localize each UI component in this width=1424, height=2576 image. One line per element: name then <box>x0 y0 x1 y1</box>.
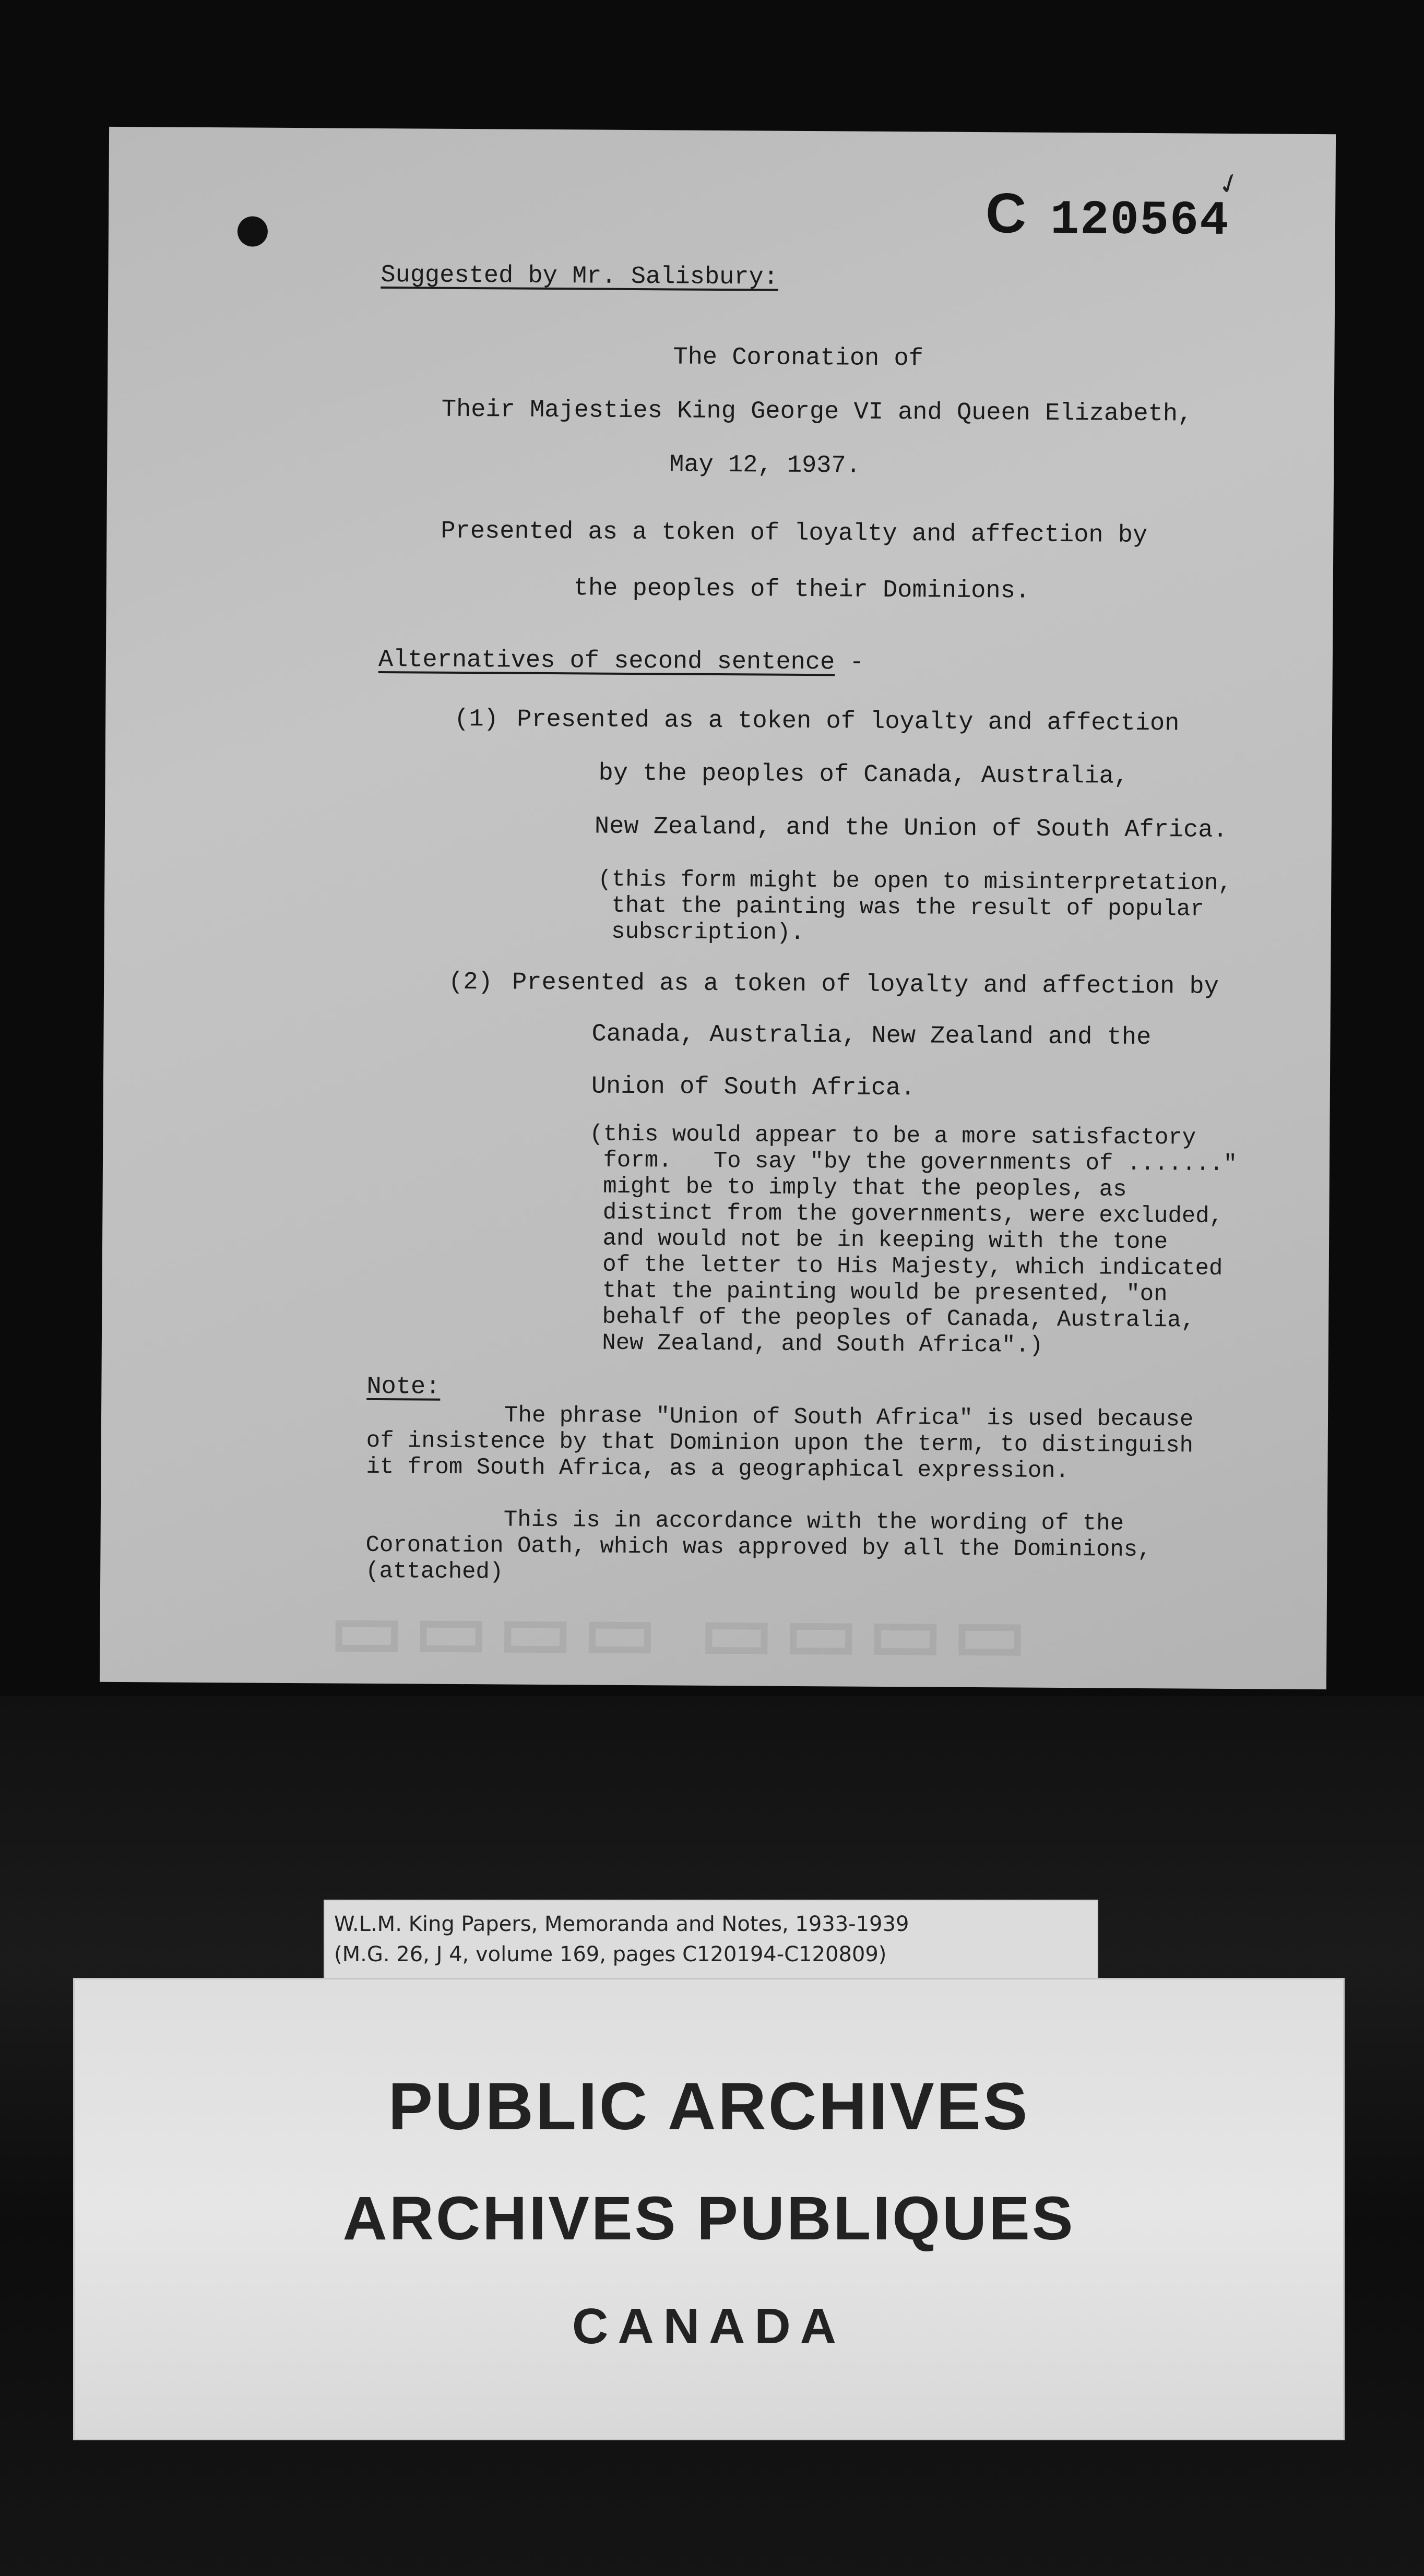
paper-watermark: ▭▭▭▭ ▭▭▭▭ <box>329 1585 1038 1677</box>
alt2-line-2: Canada, Australia, New Zealand and the <box>591 1020 1152 1052</box>
document-number-prefix: C <box>985 181 1028 245</box>
reference-label <box>324 1900 1098 1986</box>
alt2-note-line-7: that the painting would be presented, "on <box>588 1278 1168 1308</box>
alt1-line-2: by the peoples of Canada, Australia, <box>598 759 1129 791</box>
archives-label-line-3: CANADA <box>572 2298 846 2354</box>
note-para2-line-2: Coronation Oath, which was approved by all the Dominions, <box>365 1532 1152 1564</box>
alt1-note <box>598 867 1232 949</box>
memo-heading: Suggested by Mr. Salisbury: <box>381 261 779 292</box>
alt2-note-line-5: and would not be in keeping with the tone <box>588 1225 1168 1256</box>
note-para1-line-3: it from South Africa, as a geographical expression. <box>366 1453 1070 1485</box>
alt2-note-line-6: of the letter to His Majesty, which indicated <box>588 1251 1223 1282</box>
presented-line-2: the peoples of their Dominions. <box>573 575 1030 605</box>
reference-line-2: (M.G. 26, J 4, volume 169, pages C120194-C120809) <box>334 1942 887 1966</box>
title-line-1: The Coronation of <box>673 343 924 373</box>
alternatives-heading-dash: - <box>849 649 864 677</box>
punch-hole <box>238 216 268 246</box>
alt2-note-line-8: behalf of the peoples of Canada, Australia, <box>588 1304 1195 1334</box>
alt2-note-line-2: form. To say "by the governments of ......." <box>589 1147 1238 1178</box>
alt1-note-line-2: that the painting was the result of popular <box>597 892 1204 923</box>
alt2-note-line-4: distinct from the governments, were excluded, <box>589 1199 1224 1230</box>
note-para2-line-3: (attached) <box>365 1558 504 1585</box>
alt1-line-1: Presented as a token of loyalty and affection <box>517 706 1180 738</box>
alt2-line-1: Presented as a token of loyalty and affection by <box>512 969 1219 1001</box>
alternatives-heading <box>378 648 864 675</box>
alt1-note-line-1: (this form might be open to misinterpretation, <box>598 866 1232 897</box>
alt2-number: (2) <box>448 968 493 997</box>
note-paragraph-1 <box>366 1402 1193 1485</box>
alt2-line-3: Union of South Africa. <box>591 1072 916 1103</box>
alt1-note-line-3: subscription). <box>597 919 804 947</box>
title-line-3: May 12, 1937. <box>669 451 861 480</box>
archives-label-line-2: ARCHIVES PUBLIQUES <box>342 2184 1075 2253</box>
reference-line-1: W.L.M. King Papers, Memoranda and Notes, 1933-1939 <box>334 1912 909 1936</box>
alt2-note-line-3: might be to imply that the peoples, as <box>589 1173 1127 1203</box>
note-para2-line-1: This is in accordance with the wording of the <box>365 1506 1124 1537</box>
note-para1-line-2: of insistence by that Dominion upon the term, to distinguish <box>366 1427 1194 1459</box>
memo-page <box>100 127 1336 1689</box>
archives-label-line-1: PUBLIC ARCHIVES <box>388 2069 1030 2144</box>
note-heading: Note: <box>366 1373 441 1401</box>
archives-label <box>73 1978 1345 2440</box>
note-para1-line-1: The phrase "Union of South Africa" is used because <box>366 1401 1194 1433</box>
presented-line-1: Presented as a token of loyalty and affection by <box>441 517 1148 550</box>
alt1-number: (1) <box>454 705 499 734</box>
document-number-value: 120564 <box>1050 192 1230 248</box>
title-line-2: Their Majesties King George VI and Queen Elizabeth, <box>441 396 1193 428</box>
checkmark-icon: ✓ <box>1215 165 1245 206</box>
alt1-line-3: New Zealand, and the Union of South Africa. <box>594 813 1228 844</box>
document-number <box>986 180 1230 248</box>
alt2-note <box>588 1122 1238 1361</box>
note-paragraph-2 <box>365 1506 1152 1589</box>
alt2-note-line-1: (this would appear to be a more satisfactory <box>589 1121 1196 1151</box>
alt2-note-line-9: New Zealand, and South Africa".) <box>588 1330 1043 1359</box>
alternatives-heading-text: Alternatives of second sentence <box>378 646 835 677</box>
